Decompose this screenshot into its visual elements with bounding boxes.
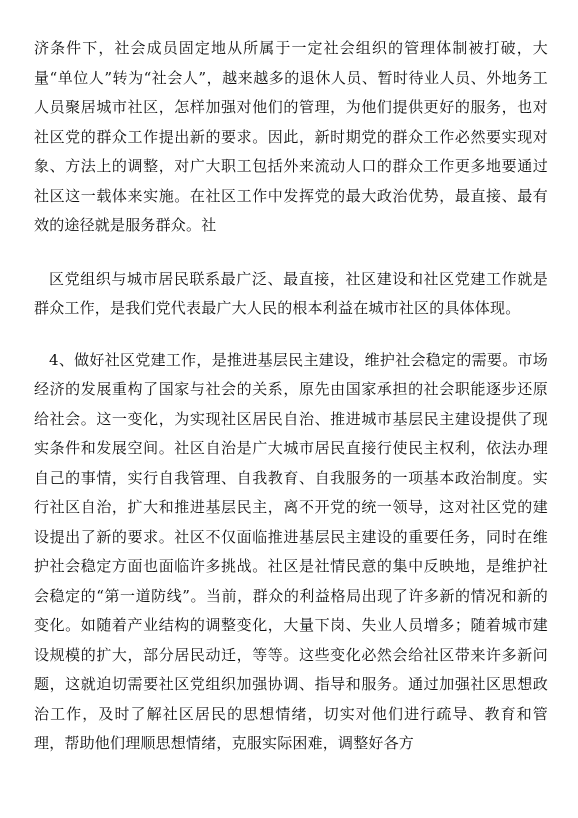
paragraph-community-party: 区党组织与城市居民联系最广泛、最直接，社区建设和社区党建工作就是群众工作，是我们党代表最广大人民的根本利益在城市社区的具体体现。 [34,269,548,317]
paragraph-continuation: 济条件下，社会成员固定地从所属于一定社会组织的管理体制被打破，大量“单位人”转为“社会人”，越来越多的退休人员、暂时待业人员、外地务工人员聚居城市社区，怎样加强对他们的管理，为他们提供更好的服务，也对社区党的群众工作提出新的要求。因此，新时期党的群众工作必然要实现对象、方法上的调整，对广大职工包括外来流动人口的群众工作更多地要通过社区这一载体来实施。在社区工作中发挥党的最大政治优势，最直接、最有效的途径就是服务群众。社 [34,39,548,234]
paragraph-point-4: 4、做好社区党建工作，是推进基层民主建设，维护社会稳定的需要。市场经济的发展重构了国家与社会的关系，原先由国家承担的社会职能逐步还原给社会。这一变化，为实现社区居民自治、推进城市基层民主建设提供了现实条件和发展空间。社区自治是广大城市居民直接行使民主权利，依法办理自己的事情，实行自我管理、自我教育、自我服务的一项基本政治制度。实行社区自治，扩大和推进基层民主，离不开党的统一领导，这对社区党的建设提出了新的要求。社区不仅面临推进基层民主建设的重要任务，同时在维护社会稳定方面也面临许多挑战。社区是社情民意的集中反映地，是维护社会稳定的“第一道防线”。当前，群众的利益格局出现了许多新的情况和新的变化。如随着产业结构的调整变化，大量下岗、失业人员增多；随着城市建设规模的扩大，部分居民动迁，等等。这些变化必然会给社区带来许多新问题，这就迫切需要社区党组织加强协调、指导和服务。通过加强社区思想政治工作，及时了解社区居民的思想情绪，切实对他们进行疏导、教育和管理，帮助他们理顺思想情绪，克服实际困难，调整好各方 [34,350,548,752]
